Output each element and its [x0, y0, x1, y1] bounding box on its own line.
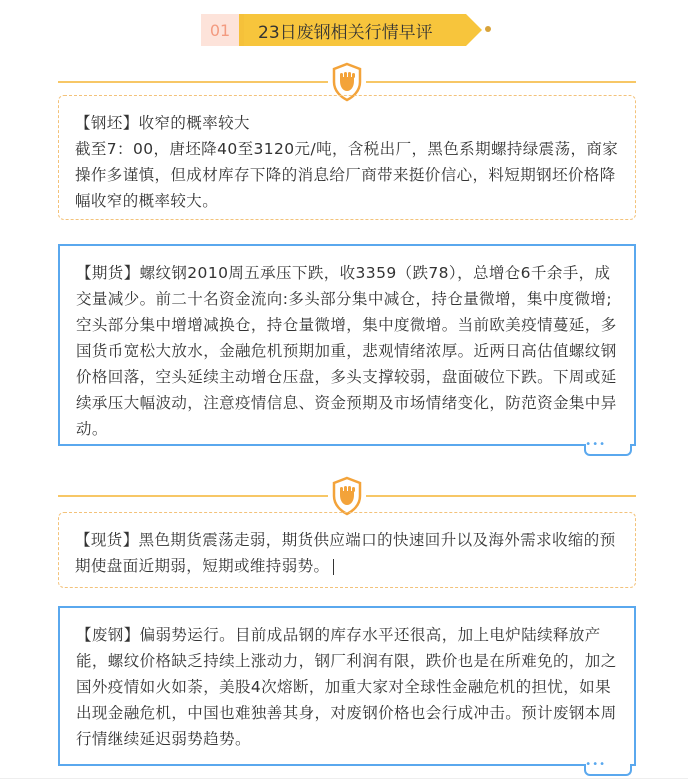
card-billet-body: 截至7：00，唐坯降40至3120元/吨，含税出厂，黑色系期螺持绿震荡，商家操作多谨慎，但成材库存下降的消息给厂商带来挺价信心，料短期钢坯价格降幅收窄的概率较大。 [75, 140, 619, 210]
section-title: 23日废钢相关行情早评 [244, 14, 466, 46]
card-futures-body: 【期货】螺纹钢2010周五承压下跌，收3359（跌78），总增仓6千余手，成交量减少。前二十名资金流向:多头部分集中减仓，持仓量微增，集中度微增;空头部分集中增增减换仓，持仓量微增，集中度微增。当前欧美疫情蔓延，多国货币宽松大放水，金融危机预期加重，悲观情绪浓厚。近两日高估值螺纹钢价格回落，空头延续主动增仓压盘，多头支撑较弱，盘面破位下跌。下周或延续承压大幅波动，注意疫情信息、资金预期及市场情绪变化，防范资金集中异动。 [76, 264, 617, 438]
card-corner-dots: ••• [585, 439, 606, 450]
divider-line-right [366, 495, 636, 497]
fist-shield-icon [331, 476, 363, 516]
card-spot-body: 【现货】黑色期货震荡走弱，期货供应端口的快速回升以及海外需求收缩的预期使盘面近期弱，短期或维持弱势。 [75, 531, 616, 575]
footer-line [0, 778, 688, 779]
divider-line-left [58, 495, 328, 497]
card-billet-heading: 【钢坯】收窄的概率较大 [75, 114, 250, 132]
text-caret [333, 559, 334, 575]
divider-line-right [366, 81, 636, 83]
divider-2 [58, 476, 636, 516]
title-dot [485, 26, 491, 32]
card-spot-text [75, 527, 619, 579]
section-header [201, 14, 466, 46]
card-scrap-body: 【废钢】偏弱势运行。目前成品钢的库存水平还很高，加上电炉陆续释放产能，螺纹价格缺乏持续上涨动力，钢厂利润有限，跌价也是在所难免的，加之国外疫情如火如荼，美股4次熔断，加重大家对全球性金融危机的担忧，如果出现金融危机，中国也难独善其身，对废钢价格也会行成冲击。预计废钢本周行情继续延迟弱势趋势。 [76, 626, 617, 748]
card-spot [58, 512, 636, 588]
card-scrap [58, 606, 636, 770]
section-number: 01 [201, 14, 239, 46]
card-futures [58, 244, 636, 450]
card-billet [58, 95, 636, 220]
divider-line-left [58, 81, 328, 83]
card-corner-dots: ••• [585, 759, 606, 770]
